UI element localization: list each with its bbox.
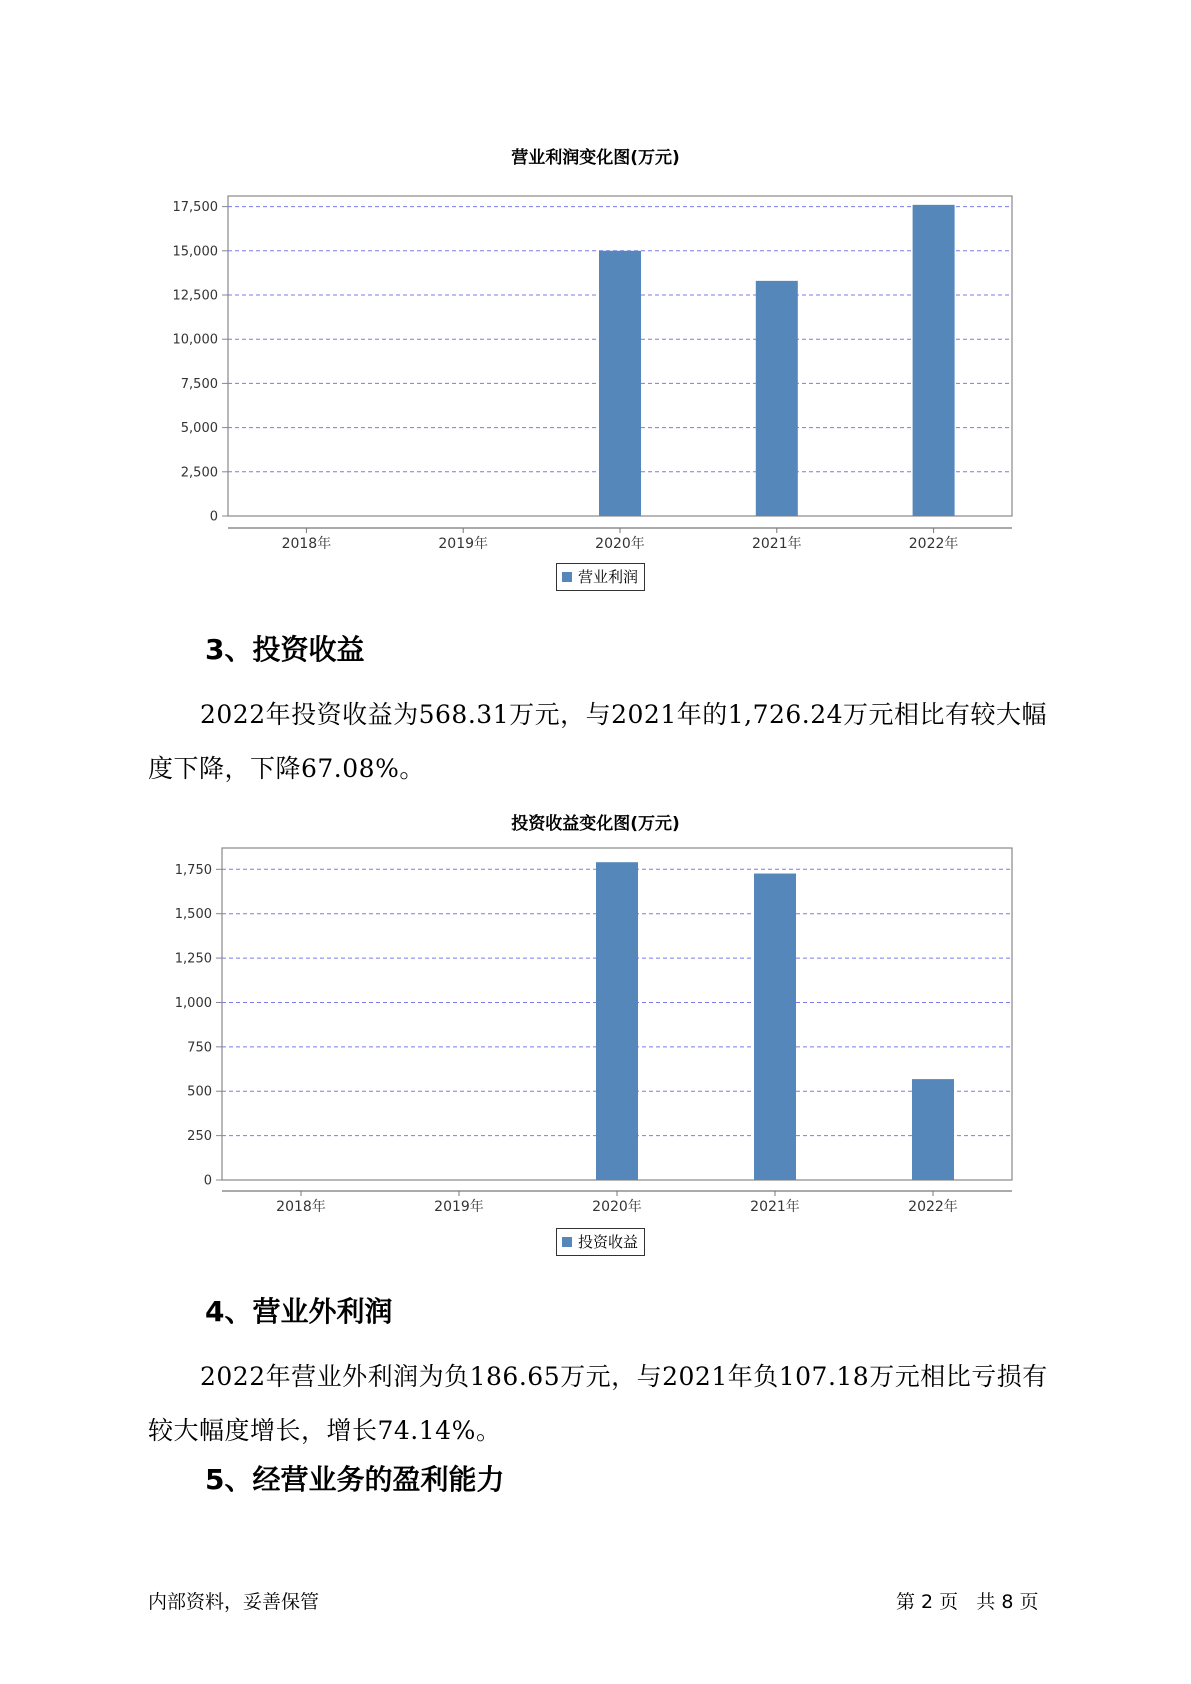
section-paragraph: 2022年投资收益为568.31万元，与2021年的1,726.24万元相比有较大幅度下降，下降67.08%。 [148,700,1048,783]
x-tick-label: 2021年 [751,536,802,552]
bar [912,1079,954,1180]
y-tick-label: 1,000 [174,995,212,1011]
section-heading: 4、营业外利润 [205,1295,393,1328]
y-tick-label: 10,000 [172,332,218,348]
x-tick-label: 2019年 [438,536,489,552]
x-tick-label: 2021年 [750,1199,800,1215]
legend-label: 投资收益 [578,1233,639,1251]
bar [754,874,796,1180]
y-tick-label: 7,500 [180,376,218,392]
y-tick-label: 500 [187,1084,212,1100]
chart-legend [556,1228,645,1256]
y-tick-label: 1,500 [174,907,212,923]
legend-label: 营业利润 [578,568,639,586]
y-tick-label: 1,750 [174,862,212,878]
legend-swatch [562,1237,572,1247]
x-tick-label: 2022年 [908,536,959,552]
x-tick-label: 2018年 [276,1199,326,1215]
y-tick-label: 250 [187,1129,212,1145]
section-heading: 5、经营业务的盈利能力 [205,1463,505,1496]
y-tick-label: 2,500 [180,465,218,481]
x-tick-label: 2022年 [908,1199,958,1215]
page-number: 第 2 页 共 8 页 [896,1591,1039,1613]
y-tick-label: 12,500 [172,288,218,304]
chart-title: 营业利润变化图(万元) [511,148,680,168]
section-heading: 3、投资收益 [205,633,365,666]
x-tick-label: 2020年 [595,536,645,552]
y-tick-label: 750 [187,1040,212,1056]
section-paragraph: 2022年营业外利润为负186.65万元，与2021年负107.18万元相比亏损有较大幅度增长，增长74.14%。 [148,1362,1048,1445]
footer-note: 内部资料，妥善保管 [148,1591,320,1613]
bar [596,862,638,1180]
x-tick-label: 2018年 [281,536,332,552]
chart-title: 投资收益变化图(万元) [511,814,680,834]
y-tick-label: 17,500 [172,200,218,216]
y-tick-label: 0 [203,1173,212,1189]
x-tick-label: 2020年 [592,1199,642,1215]
y-tick-label: 1,250 [174,951,212,967]
y-tick-label: 0 [209,509,218,525]
y-tick-label: 15,000 [172,244,218,260]
x-tick-label: 2019年 [434,1199,484,1215]
y-tick-label: 5,000 [180,421,218,437]
